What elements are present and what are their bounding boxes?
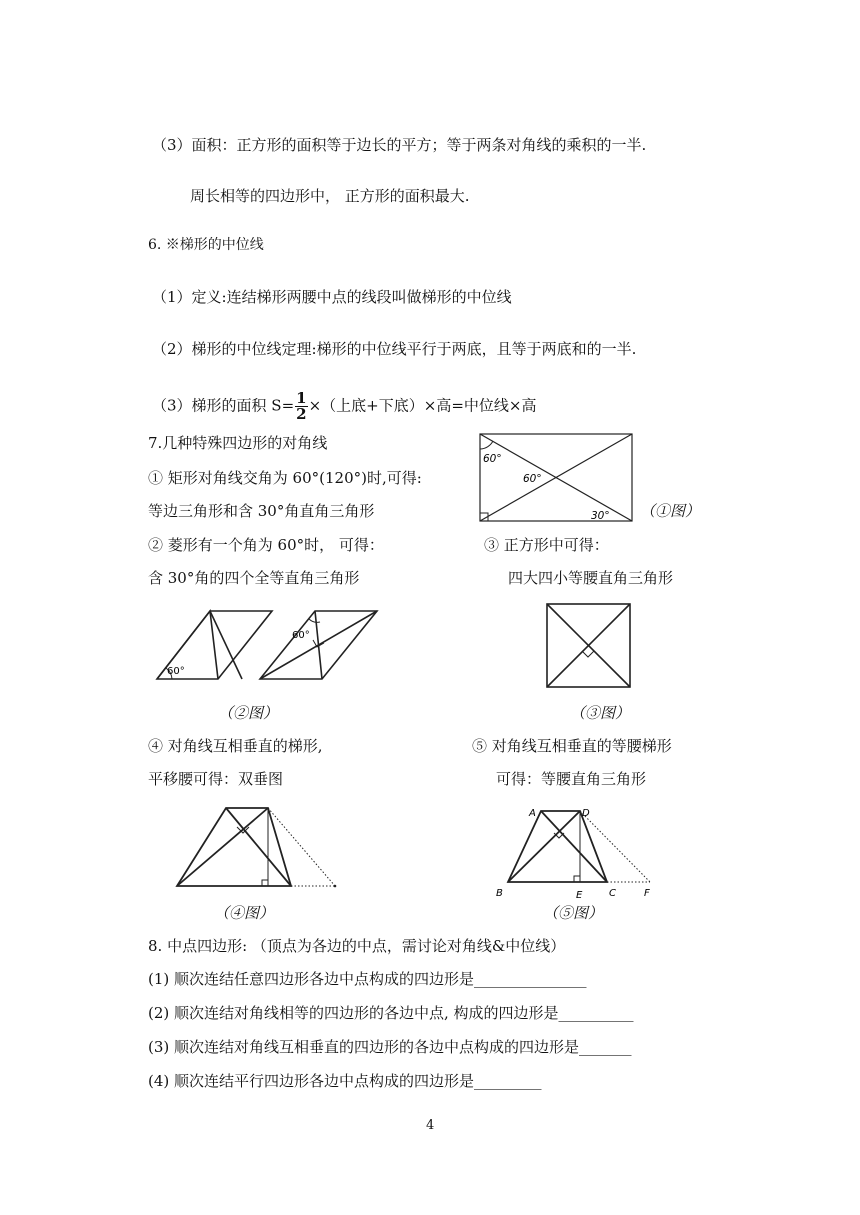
label-c: C <box>609 888 616 899</box>
fig1-angle-label-top-left: 60° <box>483 453 502 465</box>
rhombus-b-angle-arc <box>309 619 320 622</box>
figure-5-isosceles-trapezoid-diagram <box>492 806 662 902</box>
trapezoid-diagonal-bd <box>177 808 268 886</box>
fig2-angle-label-a: 60° <box>167 666 185 677</box>
area-formula-prefix: （3）梯形的面积 S= <box>152 396 295 415</box>
isosceles-trapezoid-outline <box>508 811 607 882</box>
section-6-title: 6. ※梯形的中位线 <box>148 237 264 253</box>
figure-3-caption: （③图） <box>570 704 631 722</box>
height-right-angle-mark <box>262 880 268 886</box>
diagonal-bd <box>508 811 580 882</box>
trapezoid-area-formula <box>152 391 536 422</box>
rectangle-case-line2: 等边三角形和含 30°角直角三角形 <box>148 502 375 520</box>
perpendicular-diagonal-trapezoid-line1: ④ 对角线互相垂直的梯形, <box>148 737 323 755</box>
rectangle-case-line1: ① 矩形对角线交角为 60°(120°)时,可得: <box>148 469 422 487</box>
question-4: (4) 顺次连结平行四边形各边中点构成的四边形是_________ <box>148 1072 542 1090</box>
label-d: D <box>582 808 590 819</box>
square-area-max-line: 周长相等的四边形中， 正方形的面积最大. <box>190 187 470 205</box>
section-7-title: 7.几种特殊四边形的对角线 <box>148 434 328 452</box>
fraction-denominator: 2 <box>296 405 307 423</box>
trapezoid-outline <box>177 808 291 886</box>
figure-3-square-diagram <box>546 603 632 689</box>
question-1: (1) 顺次连结任意四边形各边中点构成的四边形是_______________ <box>148 970 587 988</box>
isosceles-trapezoid-case-line2: 可得：等腰直角三角形 <box>496 770 647 788</box>
label-a: A <box>529 808 536 819</box>
figure-5-caption: （⑤图） <box>543 904 604 922</box>
figure-4-caption: （④图） <box>214 904 275 922</box>
label-f: F <box>644 888 650 899</box>
label-b: B <box>496 888 503 899</box>
rhombus-case-line1: ② 菱形有一个角为 60°时， 可得： <box>148 536 384 554</box>
perpendicular-diagonal-trapezoid-line2: 平移腰可得：双垂图 <box>148 770 284 788</box>
fraction-numerator: 1 <box>296 389 307 407</box>
fig1-angle-label-bottom-right: 30° <box>591 510 610 522</box>
figure-2-caption: （②图） <box>218 704 279 722</box>
diagonal-ac <box>541 811 607 882</box>
page-number: 4 <box>426 1118 435 1133</box>
label-e: E <box>576 890 583 901</box>
square-right-angle-mark <box>582 651 594 657</box>
trapezoid-midline-theorem: （2）梯形的中位线定理:梯形的中位线平行于两底，且等于两底和的一半. <box>152 340 637 358</box>
figure-1-rectangle-diagrams <box>478 432 638 524</box>
area-formula-suffix: ×（上底+下底）×高=中位线×高 <box>308 396 537 415</box>
rhombus-case-line2: 含 30°角的四个全等直角三角形 <box>148 569 360 587</box>
section-8-title: 8. 中点四边形: （顶点为各边的中点，需讨论对角线&中位线） <box>148 937 566 955</box>
trapezoid-midline-definition: （1）定义:连结梯形两腰中点的线段叫做梯形的中位线 <box>152 288 512 306</box>
angle-arc-top-left <box>480 441 493 449</box>
question-2: (2) 顺次连结对角线相等的四边形的各边中点, 构成的四边形是__________ <box>148 1004 634 1022</box>
square-case-line2: 四大四小等腰直角三角形 <box>508 569 674 587</box>
square-area-line: （3）面积：正方形的面积等于边长的平方；等于两条对角线的乘积的一半. <box>152 136 647 154</box>
fig1-angle-label-center: 60° <box>523 473 542 485</box>
end-point <box>334 885 337 888</box>
figure-2-rhombus-diagrams <box>155 608 380 683</box>
isosceles-trapezoid-case-line1: ⑤ 对角线互相垂直的等腰梯形 <box>472 737 672 755</box>
question-3: (3) 顺次连结对角线互相垂直的四边形的各边中点构成的四边形是_______ <box>148 1038 632 1056</box>
height-right-angle-mark <box>574 876 580 882</box>
figure-1-caption: （①图） <box>640 502 701 520</box>
translated-leg-dotted <box>268 808 335 886</box>
translated-diagonal-df <box>580 811 650 882</box>
square-case-line1: ③ 正方形中可得： <box>484 536 609 554</box>
fig2-angle-label-b: 60° <box>292 630 310 641</box>
trapezoid-diagonal-ac <box>226 808 291 886</box>
one-half-fraction <box>295 391 307 422</box>
figure-4-trapezoid-diagram <box>176 806 346 890</box>
